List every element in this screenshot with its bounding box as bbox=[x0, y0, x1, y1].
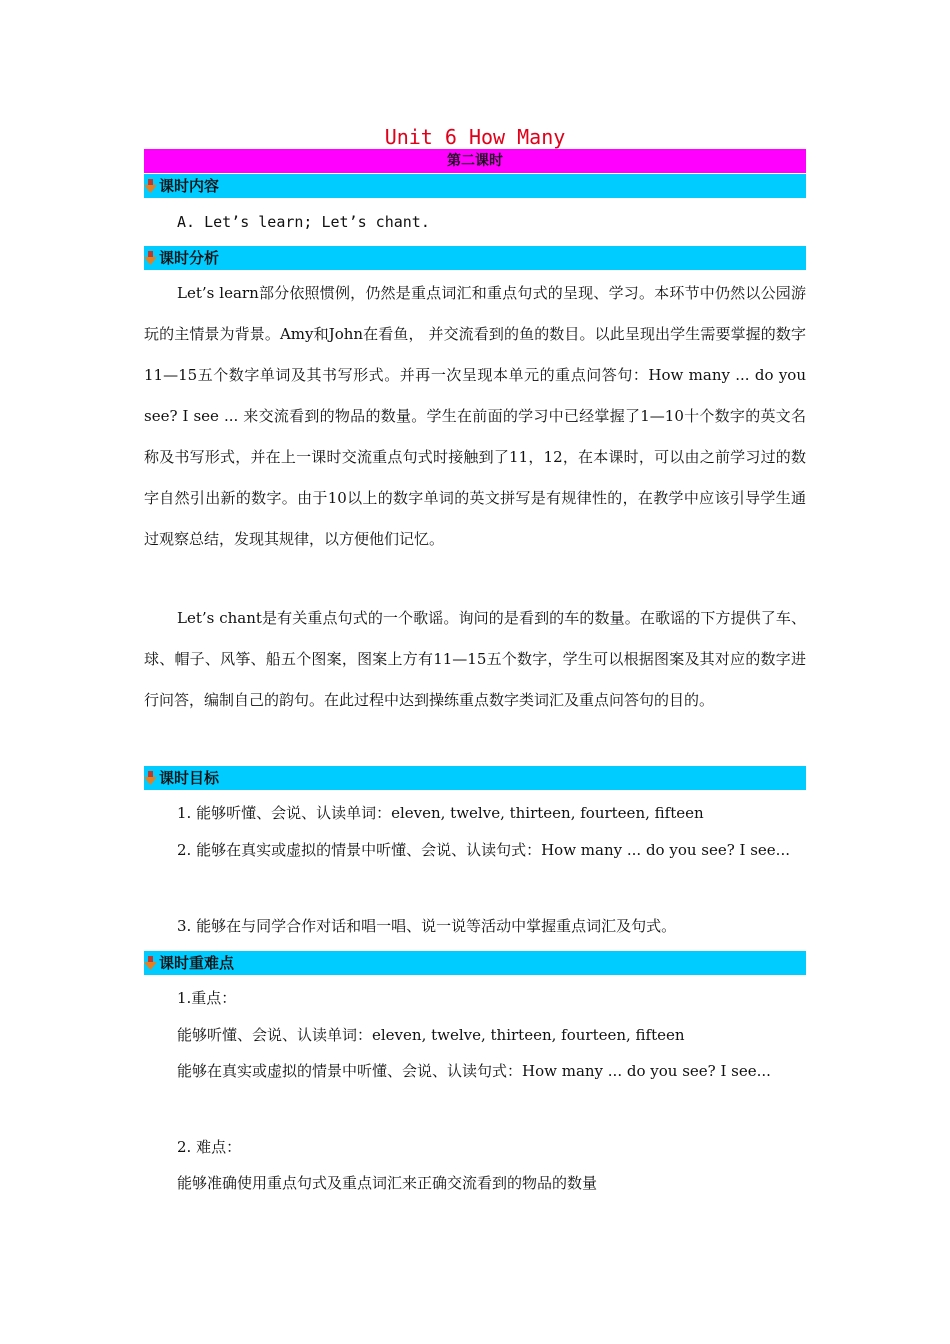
section-header-analysis bbox=[144, 246, 806, 270]
key-label: 1.重点： bbox=[177, 989, 237, 1007]
section-heading-keypoints: 课时重难点 bbox=[159, 954, 235, 972]
section-header-goals bbox=[144, 766, 806, 790]
page-title: Unit 6 How Many bbox=[384, 125, 566, 149]
section-heading-goals: 课时目标 bbox=[159, 769, 220, 787]
down-arrow-icon bbox=[144, 178, 157, 194]
down-arrow-icon bbox=[144, 955, 157, 971]
analysis-paragraph-2: Let’s chant是有关重点句式的一个歌谣。询问的是看到的车的数量。在歌谣的下方提供了车、球、帽子、风筝、船五个图案，图案上方有11—15五个数字，学生可以根据图案及其对应的数字进行问答，编制自己的韵句。在此过程中达到操练重点数字类词汇及重点问答句的目的。 bbox=[144, 609, 806, 709]
lesson-banner: 第二课时 bbox=[144, 149, 806, 173]
difficulty-point-1: 能够准确使用重点句式及重点词汇来正确交流看到的物品的数量 bbox=[177, 1174, 598, 1192]
section-header-keypoints bbox=[144, 951, 806, 975]
analysis-paragraph-1: Let’s learn部分依照惯例，仍然是重点词汇和重点句式的呈现、学习。本环节中仍然以公园游玩的主情景为背景。Amy和John在看鱼， 并交流看到的鱼的数目。以此呈现出学生需要掌握的数字11—15五个数字单词及其书写形式。并再一次呈现本单元的重点问答句：How many ... do you see? I see ... 来交流看到的物品的数量。学生在前面的学习中已经掌握了1—10十个数字的英文名称及书写形式，并在上一课时交流重点句式时接触到了11，12，在本课时，可以由之前学习过的数字自然引出新的数字。由于10以上的数字单词的英文拼写是有规律性的，在教学中应该引导学生通过观察总结，发现其规律，以方便他们记忆。 bbox=[144, 284, 806, 548]
down-arrow-icon bbox=[144, 770, 157, 786]
goal-item-3: 3. 能够在与同学合作对话和唱一唱、说一说等活动中掌握重点词汇及句式。 bbox=[177, 917, 677, 935]
key-point-2: 能够在真实或虚拟的情景中听懂、会说、认读句式：How many ... do you see? I see... bbox=[177, 1062, 771, 1080]
section-header-content bbox=[144, 174, 806, 198]
section-heading-content: 课时内容 bbox=[159, 177, 220, 195]
goal-item-1: 1. 能够听懂、会说、认读单词：eleven, twelve, thirteen, fourteen, fifteen bbox=[177, 804, 704, 822]
goal-item-2: 2. 能够在真实或虚拟的情景中听懂、会说、认读句式：How many ... do you see? I see... bbox=[177, 841, 790, 859]
down-arrow-icon bbox=[144, 250, 157, 266]
content-text: A. Let’s learn; Let’s chant. bbox=[177, 213, 430, 231]
section-heading-analysis: 课时分析 bbox=[159, 249, 220, 267]
key-point-1: 能够听懂、会说、认读单词：eleven, twelve, thirteen, fourteen, fifteen bbox=[177, 1026, 685, 1044]
difficulty-label: 2. 难点： bbox=[177, 1138, 242, 1156]
